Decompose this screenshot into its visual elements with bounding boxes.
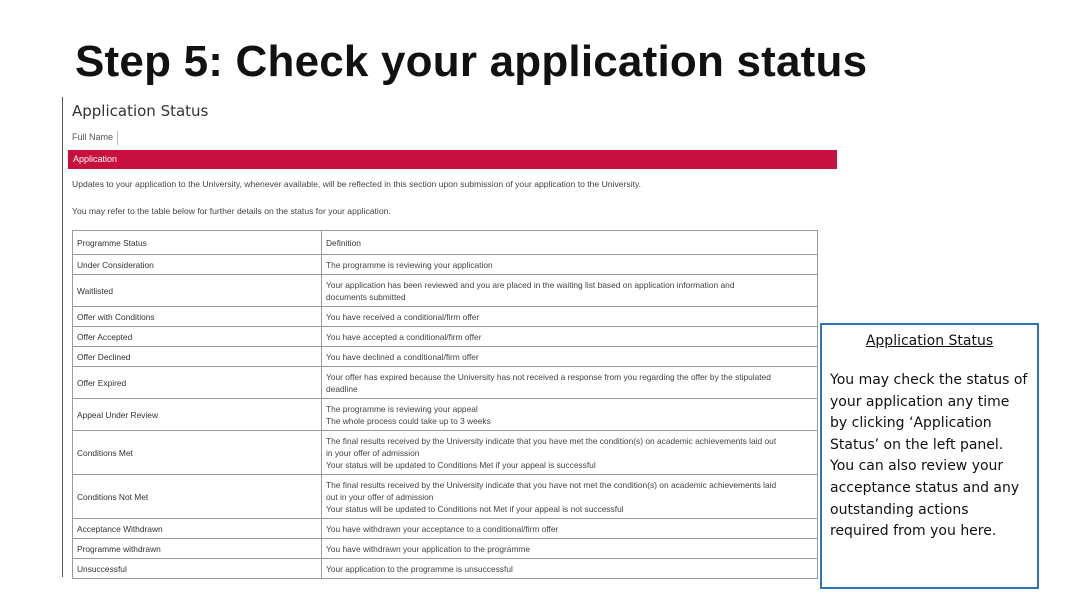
status-cell: Offer Expired [73,367,322,399]
table-row [73,399,818,431]
definition-line: The final results received by the University indicate that you have not met the condition(s) on academic achievements laid [326,479,777,490]
table-row [73,307,818,327]
definition-cell [322,255,818,275]
definition-line: out in your offer of admission [326,491,434,502]
status-cell: Unsuccessful [73,559,322,579]
table-row [73,559,818,579]
definition-line: documents submitted [326,291,406,302]
status-cell: Offer with Conditions [73,307,322,327]
column-header-programme-status: Programme Status [73,231,322,255]
definition-cell [322,475,818,519]
slide-title: Step 5: Check your application status [75,37,868,86]
table-row [73,347,818,367]
definition-line: Your application to the programme is unsuccessful [326,563,513,574]
application-section-bar: Application [68,150,837,169]
info-box-title: Application Status [865,333,994,349]
status-cell: Acceptance Withdrawn [73,519,322,539]
table-row [73,275,818,307]
definition-cell [322,399,818,431]
table-row [73,431,818,475]
definition-cell [322,327,818,347]
intro-text-updates: Updates to your application to the University, whenever available, will be reflected in this section upon submission of your application to the University. [72,179,642,189]
definition-line: You have received a conditional/firm offer [326,311,480,322]
status-cell: Conditions Met [73,431,322,475]
status-cell: Offer Accepted [73,327,322,347]
application-status-screenshot [62,97,843,577]
definition-line: The final results received by the University indicate that you have met the condition(s) on academic achievements laid out [326,435,777,446]
full-name-label: Full Name [72,131,118,145]
definition-cell [322,367,818,399]
status-cell: Waitlisted [73,275,322,307]
table-header-row [73,231,818,255]
definition-line: Your offer has expired because the University has not received a response from you regarding the offer by the stipulated [326,371,771,382]
table-row [73,475,818,519]
definition-cell [322,519,818,539]
status-cell: Conditions Not Met [73,475,322,519]
definition-line: You have declined a conditional/firm offer [326,351,479,362]
intro-text-refer-table: You may refer to the table below for further details on the status for your application. [72,206,391,216]
definition-line: in your offer of admission [326,447,420,458]
definition-cell [322,559,818,579]
definition-line: Your status will be updated to Conditions not Met if your appeal is not successful [326,503,624,514]
definition-cell [322,539,818,559]
definition-line: The whole process could take up to 3 weeks [326,415,491,426]
definition-cell [322,431,818,475]
definition-line: You have withdrawn your acceptance to a conditional/firm offer [326,523,559,534]
definition-line: The programme is reviewing your application [326,259,493,270]
status-cell: Appeal Under Review [73,399,322,431]
definition-line: You have withdrawn your application to the programme [326,543,531,554]
status-definition-table [72,230,818,579]
definition-line: Your application has been reviewed and you are placed in the waiting list based on application information and [326,279,735,290]
status-cell: Under Consideration [73,255,322,275]
table-row [73,367,818,399]
table-row [73,519,818,539]
info-box-body: You may check the status of your application any time by clicking ‘Application Status’ on the left panel. You can also review your acceptance status and any outstanding actions required from you here. [830,372,1028,540]
column-header-definition: Definition [322,231,818,255]
info-callout-box [820,323,1039,589]
status-cell: Offer Declined [73,347,322,367]
definition-line: deadline [326,383,358,394]
table-row [73,255,818,275]
definition-cell [322,347,818,367]
table-row [73,327,818,347]
page-heading: Application Status [72,102,209,120]
definition-line: Your status will be updated to Conditions Met if your appeal is successful [326,459,596,470]
definition-cell [322,307,818,327]
definition-line: You have accepted a conditional/firm offer [326,331,482,342]
definition-line: The programme is reviewing your appeal [326,403,478,414]
table-row [73,539,818,559]
status-cell: Programme withdrawn [73,539,322,559]
definition-cell [322,275,818,307]
